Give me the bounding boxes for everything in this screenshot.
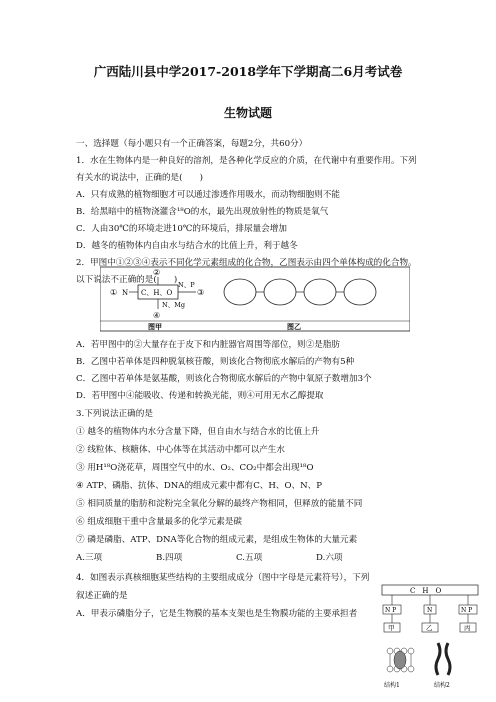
- q4-stem-line2: 叙述正确的是: [76, 591, 128, 601]
- q1-stem-line1: 1．水在生物体内是一种良好的溶剂，是各种化学反应的介质，在代谢中有重要作用。下列: [76, 156, 417, 166]
- q2-stem-line1: 2．甲图中①②③④表示不同化学元素组成的化合物，乙图表示由四个单体构成的化合物。: [76, 258, 417, 268]
- q4-stem-line1: 4．如图表示真核细胞某些结构的主要组成成分（图中字母是元素符号），下列: [76, 573, 370, 583]
- fig4-bing: 丙: [464, 624, 471, 632]
- q3-item-2: ② 线粒体、核糖体、中心体等在其活动中都可以产生水: [76, 445, 285, 455]
- q3-option-b: B.四项: [156, 553, 183, 563]
- q3-item-5: ⑤ 相同质量的脂肪和淀粉完全氧化分解的最终产物相同，但释放的能量不同: [76, 499, 363, 509]
- fig-a-label-n3: ③: [197, 288, 205, 297]
- fig4-np-left: N P: [385, 607, 397, 614]
- fig4-top-label: C H O: [410, 587, 442, 595]
- fig-b-monomer-1: [224, 279, 256, 305]
- q2-option-a: A．若甲图中的②大量存在于皮下和内脏器官周围等部位，则②是脂肪: [76, 340, 341, 350]
- q3-item-3: ③ 用H¹⁸O浇花草，周围空气中的水、O₂、CO₂中都会出现¹⁸O: [76, 463, 314, 473]
- fig4-n: N: [427, 607, 433, 614]
- fig4-chromosome-structure: [436, 643, 450, 675]
- q3-option-d: D.六项: [316, 553, 343, 563]
- q2-option-c: C．乙图中若单体是氨基酸，则该化合物彻底水解后的产物中氧原子数增加3个: [76, 374, 372, 384]
- q1-option-a: A．只有成熟的植物细胞才可以通过渗透作用吸水，而动物细胞则不能: [76, 190, 341, 200]
- q3-stem: 3.下列说法正确的是: [76, 409, 153, 419]
- q3-item-7: ⑦ 磷是磷脂、ATP、DNA等化合物的组成元素，是组成生物体的大量元素: [76, 535, 358, 545]
- fig-b-monomer-2: [264, 279, 296, 305]
- fig-a-label-n: N: [122, 289, 129, 297]
- q1-option-b: B．给黑暗中的植物浇灌含¹⁸O的水，最先出现放射性的物质是氧气: [76, 207, 329, 217]
- q3-item-6: ⑥ 组成细胞干重中含量最多的化学元素是碳: [76, 517, 243, 527]
- fig-a-label-n2: ②: [153, 268, 161, 277]
- q4-option-a: A．甲表示磷脂分子，它是生物膜的基本支架也是生物膜功能的主要承担者: [76, 609, 358, 619]
- fig4-membrane-structure: [387, 648, 414, 672]
- fig4-caption-1: 结构1: [384, 682, 400, 689]
- q1-option-c: C．人由30℃的环境走进10℃的环境后，排尿量会增加: [76, 224, 287, 234]
- fig-a-label-nmg: N、Mg: [162, 301, 186, 309]
- fig-b-caption: 图乙: [287, 322, 301, 331]
- section-heading: 一、选择题（每小题只有一个正确答案，每题2分，共60分）: [76, 139, 308, 149]
- q3-item-1: ① 越冬的植物体内水分含量下降，但自由水与结合水的比值上升: [76, 427, 320, 437]
- fig-a-caption: 图甲: [148, 322, 162, 331]
- fig-a-label-n1: ①: [110, 288, 118, 297]
- q2-figure: [100, 265, 410, 333]
- fig4-yi: 乙: [426, 624, 433, 632]
- q1-stem-line2: 有关水的说法中，正确的是( ): [76, 173, 204, 183]
- q3-options: [76, 552, 376, 564]
- q2-option-b: B．乙图中若单体是四种脱氧核苷酸，则该化合物彻底水解后的产物有5种: [76, 357, 355, 367]
- q3-option-a: A.三项: [76, 553, 103, 563]
- fig-b-monomer-3: [304, 279, 336, 305]
- exam-subtitle: 生物试题: [223, 106, 272, 120]
- fig-a-box-text: C、H、O: [141, 289, 173, 297]
- q1-option-d: D．越冬的植物体内自由水与结合水的比值上升，利于越冬: [76, 241, 298, 251]
- fig-a-label-n4: ④: [153, 311, 161, 320]
- q2-stem-line2: 以下说法不正确的是( ): [76, 275, 178, 285]
- q3-option-c: C.五项: [236, 553, 263, 563]
- q4-figure: [380, 583, 480, 689]
- exam-title: 广西陆川县中学2017-2018学年下学期高二6月考试卷: [93, 64, 403, 79]
- fig-b-monomer-4: [344, 279, 376, 305]
- q3-item-4: ④ ATP、磷脂、抗体、DNA的组成元素中都有C、H、O、N、P: [76, 481, 323, 491]
- q2-option-d: D．若甲图中④能吸收、传递和转换光能，则④可用无水乙醇提取: [76, 391, 324, 401]
- fig4-np-right: N P: [461, 607, 473, 614]
- fig4-jia: 甲: [388, 624, 395, 632]
- fig-a-label-np: N、P: [178, 281, 195, 289]
- fig4-caption-2: 结构2: [434, 682, 450, 689]
